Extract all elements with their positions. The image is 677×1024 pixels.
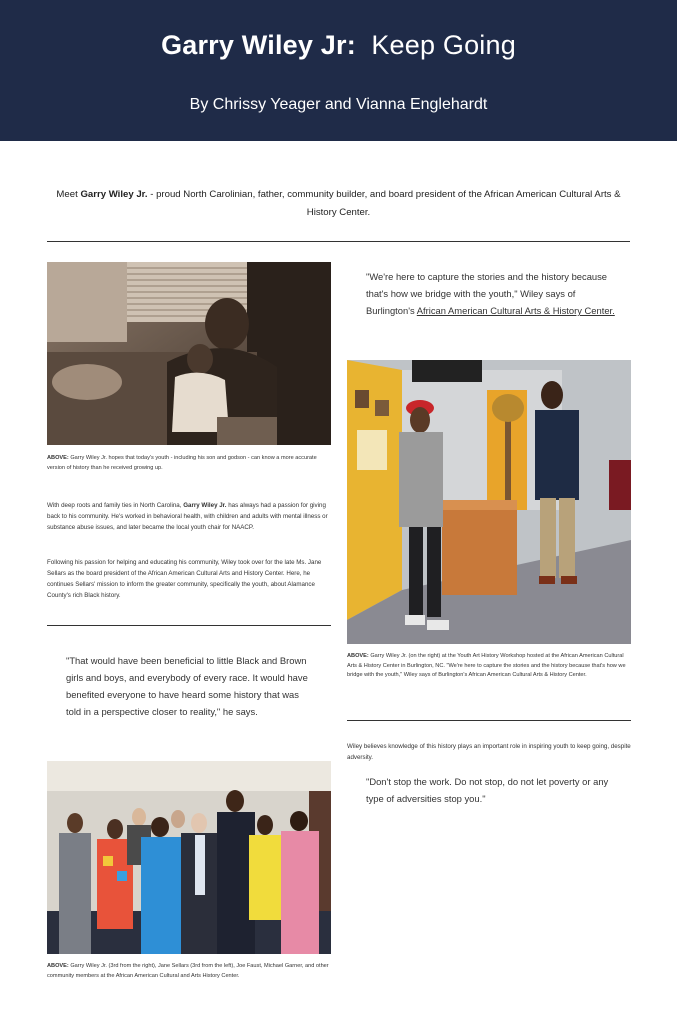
quote-capture-stories <box>366 268 616 319</box>
caption-photo-1-label: ABOVE: <box>47 455 69 461</box>
caption-photo-1-text: Garry Wiley Jr. hopes that today's youth - including his son and godson - can know a more accurate version of history than he received growing up. <box>47 455 317 471</box>
body-paragraph-1 <box>47 500 331 533</box>
caption-photo-1 <box>47 454 331 473</box>
page-title <box>0 30 677 61</box>
intro-prefix: Meet <box>56 189 78 200</box>
photo-group <box>47 761 331 954</box>
caption-photo-2-label: ABOVE: <box>347 653 369 659</box>
divider-right-1 <box>347 720 631 721</box>
body-paragraph-1-start: With deep roots and family ties in North Carolina, <box>47 502 184 509</box>
photo-wiley-with-child <box>47 262 331 445</box>
body-paragraph-1-end: has always had a passion for giving back to his community. He's worked in behavioral health, with children and adults with mental illness or substance abuse issues, and later became the local youth chair for NAACP. <box>47 502 328 531</box>
caption-photo-2 <box>347 652 631 681</box>
caption-photo-3-label: ABOVE: <box>47 963 69 969</box>
caption-photo-3 <box>47 962 331 981</box>
divider-left-1 <box>47 625 331 626</box>
intro-paragraph <box>55 186 622 222</box>
quote-capture-stories-text: "We're here to capture the stories and the history because that's how we bridge with the youth," Wiley says of Burlington's <box>366 271 608 316</box>
body-paragraph-1-name: Garry Wiley Jr. <box>183 502 227 509</box>
photo-group-illustration <box>47 761 331 954</box>
photo-workshop-illustration <box>347 360 631 644</box>
title-name: Garry Wiley Jr: <box>161 30 356 60</box>
photo-wiley-with-child-illustration <box>47 262 331 445</box>
photo-workshop <box>347 360 631 644</box>
intro-name: Garry Wiley Jr. <box>80 189 148 200</box>
quote-beneficial: "That would have been beneficial to little Black and Brown girls and boys, and everybody of every race. It would have benefited everyone to have heard some history that was told in a perspective closer to reality," he says. <box>66 655 308 717</box>
body-paragraph-2 <box>47 557 331 601</box>
caption-photo-2-text: Garry Wiley Jr. (on the right) at the Youth Art History Workshop hosted at the African American Cultural Arts & History Center in Burlington, NC. "We're here to capture the stories and the history because that's how we bridge with the youth," Wiley says of Burlington's African American Cultural Arts & History Center. <box>347 653 626 678</box>
body-paragraph-3: Wiley believes knowledge of this history plays an important role in inspiring youth to keep going, despite adversity. <box>347 743 631 761</box>
caption-photo-3-text: Garry Wiley Jr. (3rd from the right), Jane Sellars (3rd from the left), Joe Faust, Michael Garner, and other community members at the African American Cultural and Arts History Center. <box>47 963 329 979</box>
divider-top <box>47 241 630 242</box>
byline: By Chrissy Yeager and Vianna Englehardt <box>189 96 488 113</box>
aacahc-link[interactable]: African American Cultural Arts & History Center. <box>416 305 615 316</box>
title-tagline: Keep Going <box>371 30 516 60</box>
body-paragraph-2-text: Following his passion for helping and educating his community, Wiley took over for the late Ms. Jane Sellars as the board president of the African American Cultural Arts and History Center. Here, he continues Sellars' mission to inform the greater community, specifically the youth, about Alamance County's rich Black history. <box>47 559 322 599</box>
quote-dont-stop: "Don't stop the work. Do not stop, do not let poverty or any type of adversities stop you." <box>366 776 609 804</box>
page-header <box>0 0 677 141</box>
intro-text: - proud North Carolinian, father, community builder, and board president of the African American Cultural Arts & History Center. <box>147 189 621 218</box>
